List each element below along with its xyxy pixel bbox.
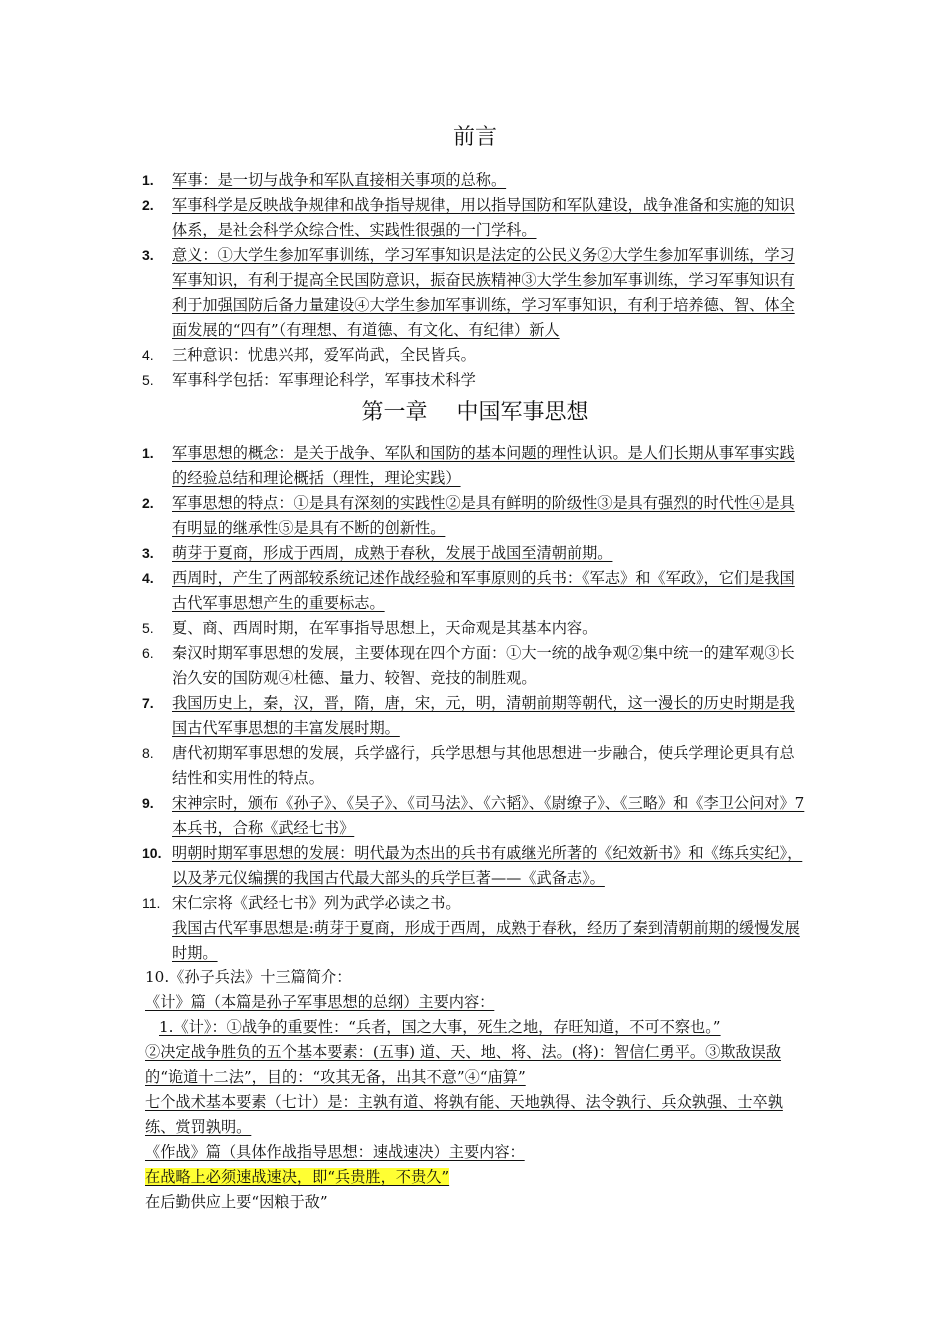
- chapter-list: [0, 441, 950, 966]
- ji-point-2: ②决定战争胜负的五个基本要素：(五事) 道、天、地、将、法。(将)：智信仁勇平。③欺敌误敌的“诡道十二法”，目的：“攻其无备，出其不意”④“庙算”: [145, 1043, 782, 1086]
- ji-heading: 《计》篇（本篇是孙子军事思想的总纲）主要内容：: [145, 993, 495, 1011]
- list-item: 9. 宋神宗时，颁布《孙子》、《吴子》、《司马法》、《六韬》、《尉缭子》、《三略》和《李卫公问对》7 本兵书，合称《武经七书》: [142, 794, 805, 837]
- ji-point-1: 1.《计》：①战争的重要性：“兵者，国之大事，死生之地，存旺知道，不可不察也。”: [159, 1018, 721, 1036]
- preface-list: [0, 168, 950, 393]
- list-item: 2. 军事科学是反映战争规律和战争指导规律，用以指导国防和军队建设，战争准备和实施的知识体系，是社会科学众综合性、实践性很强的一门学科。: [142, 196, 795, 239]
- zuozhan-point-1: 在战略上必须速战速决，即“兵贵胜，不贵久”: [145, 1168, 450, 1186]
- list-item: 4. 三种意识：忧患兴邦，爱军尚武，全民皆兵。: [142, 346, 476, 364]
- list-item: 10. 明朝时期军事思想的发展：明代最为杰出的兵书有戚继光所著的《纪效新书》和《练兵实纪》，以及茅元仪编撰的我国古代最大部头的兵学巨著——《武备志》。: [142, 844, 803, 887]
- list-item: 2. 军事思想的特点：①是具有深刻的实践性②是具有鲜明的阶级性③是具有强烈的时代性④是具有明显的继承性⑤是具有不断的创新性。: [142, 494, 795, 537]
- zuozhan-heading: 《作战》篇（具体作战指导思想：速战速决）主要内容：: [145, 1143, 525, 1161]
- list-item: 5. 军事科学包括：军事理论科学，军事技术科学: [142, 371, 476, 389]
- sunzi-heading: 10.《孙子兵法》十三篇简介：: [145, 968, 352, 986]
- list-item-note: 我国古代军事思想是:萌芽于夏商，形成于西周，成熟于春秋，经历了秦到清朝前期的缓慢发展时期。: [172, 919, 800, 962]
- list-item: 3. 萌芽于夏商，形成于西周，成熟于春秋，发展于战国至清朝前期。: [142, 544, 613, 562]
- preface-title: 前言: [452, 125, 497, 150]
- zuozhan-point-2: 在后勤供应上要“因粮于敌”: [145, 1193, 328, 1211]
- list-item: 3. 意义：①大学生参加军事训练，学习军事知识是法定的公民义务②大学生参加军事训练，学习军事知识，有利于提高全民国防意识，振奋民族精神③大学生参加军事训练，学习军事知识有利于加强国防后备力量建设④大学生参加军事训练，学习军事知识，有利于培养德、智、体全面发展的“四有”（有理想、有道德、有文化、有纪律）新人: [142, 246, 795, 339]
- list-item: 5. 夏、商、西周时期，在军事指导思想上，天命观是其基本内容。: [142, 619, 598, 637]
- list-item: 11. 宋仁宗将《武经七书》列为武学必读之书。 我国古代军事思想是:萌芽于夏商，形成于西周，成熟于春秋，经历了秦到清朝前期的缓慢发展时期。: [142, 894, 800, 962]
- list-item: 8. 唐代初期军事思想的发展，兵学盛行，兵学思想与其他思想进一步融合，使兵学理论更具有总结性和实用性的特点。: [142, 744, 795, 787]
- list-item: 1. 军事思想的概念：是关于战争、军队和国防的基本问题的理性认识。是人们长期从事军事实践的经验总结和理论概括（理性，理论实践）: [142, 444, 795, 487]
- ji-point-3: 七个战术基本要素（七计）是：主孰有道、将孰有能、天地孰得、法令孰行、兵众孰强、士卒孰练、赏罚孰明。: [145, 1093, 783, 1136]
- list-item: 7. 我国历史上，秦，汉，晋，隋，唐，宋，元，明，清朝前期等朝代，这一漫长的历史时期是我国古代军事思想的丰富发展时期。: [142, 694, 795, 737]
- list-item: 4. 西周时，产生了两部较系统记述作战经验和军事原则的兵书：《军志》和《军政》，它们是我国古代军事思想产生的重要标志。: [142, 569, 795, 612]
- chapter-title: 第一章 中国军事思想: [361, 400, 589, 425]
- list-item: 1. 军事：是一切与战争和军队直接相关事项的总称。: [142, 171, 507, 189]
- list-item: 6. 秦汉时期军事思想的发展，主要体现在四个方面：①大一统的战争观②集中统一的建军观③长治久安的国防观④杜德、量力、较智、竞技的制胜观。: [142, 644, 795, 687]
